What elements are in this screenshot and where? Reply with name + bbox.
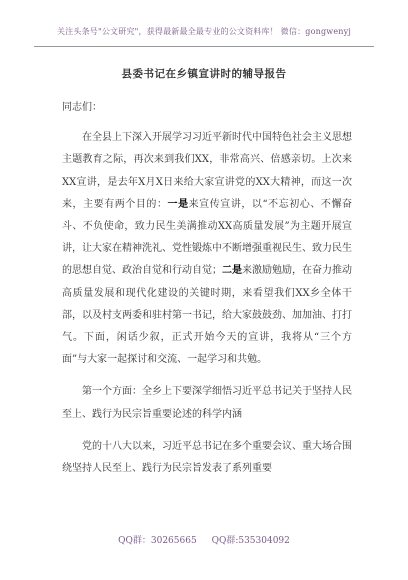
footer-qq-group-2: QQ群:535304092 [211,536,290,546]
highlight-second: 二是 [222,265,242,277]
paragraph-1-part-b: 来宣传宣讲，以“不忘初心、不懈奋斗、不负使命，致力民生美满推动XX高质量发展”为主题开展宣讲，让大家在精神洗礼、党性锻炼中不断增强重视民生、致力民生的思想自觉、政治自觉和行动自觉； [62,198,353,277]
section-heading-1: 第一个方面：全乡上下要深学细悟习近平总书记关于坚持人民至上、践行为民宗旨重要论述的科学内涵 [62,386,352,420]
document-title: 县委书记在乡镇宣讲时的辅导报告 [121,68,287,80]
header-note: 关注头条号"公文研究"，获得最新最全最专业的公文资料库！ 微信：gongwenyj [56,27,352,36]
paragraph-1-part-c: 来激励勉励，在奋力推动高质量发展和现代化建设的关键时期，来看望我们XX乡全体干部，以及村支两委和驻村第一书记，给大家鼓鼓劲、加加油、打打气。下面，闲话少叙，正式开始今天的宣讲，我将从“三个方面”与大家一起探讨和交流、一起学习和共勉。 [62,265,352,366]
paragraph-1 [62,127,352,371]
paragraph-3: 党的十八大以来，习近平总书记在多个重要会议、重大场合围绕坚持人民至上、践行为民宗旨发表了系列重要 [62,440,352,475]
salutation: 同志们： [62,102,102,113]
highlight-first: 一是 [167,198,189,210]
paragraph-1-part-a: 在全县上下深入开展学习习近平新时代中国特色社会主义思想主题教育之际，再次来到我们XX，非常高兴、倍感亲切。上次来XX宣讲，是去年X月X日来给大家宣讲党的XX大精神，而这一次来，主要有两个目的： [62,132,352,210]
footer-qq-group-1: QQ群：30265665 [118,536,197,546]
document-body [62,97,352,480]
footer-contact [0,533,408,546]
header-divider [34,46,374,47]
